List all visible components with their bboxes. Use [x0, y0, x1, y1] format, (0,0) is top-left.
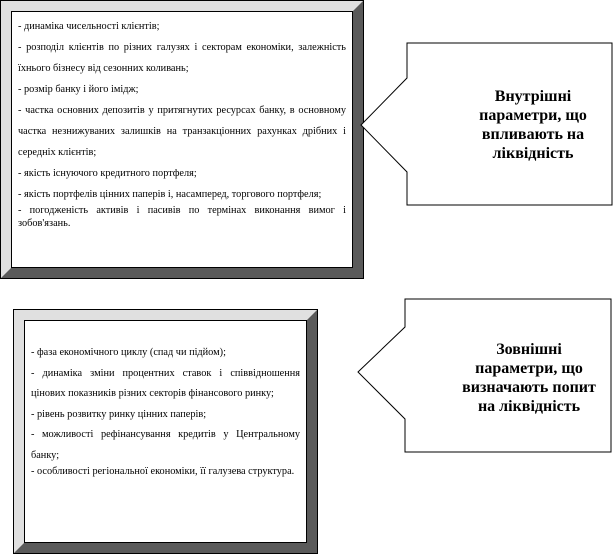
- external-item-2: - динаміка зміни процентних ставок і співвідношення цінових показників різних секторів фінансового ринку;: [31, 367, 300, 399]
- external-item-5: - особливості регіональної економіки, її галузева структура.: [31, 466, 295, 477]
- internal-parameters-label: Внутрішні параметри, що впливають на ліквідність: [479, 88, 587, 162]
- internal-item-7: - погодженість активів і пасивів по термінах виконання вимог і зобов'язань.: [18, 205, 346, 229]
- internal-item-1: - динаміка чисельності клієнтів;: [18, 21, 160, 32]
- external-item-3: - рівень розвитку ринку цінних паперів;: [31, 408, 207, 420]
- external-item-4: - можливості рефінансування кредитів у Центральному банку;: [31, 429, 300, 461]
- internal-item-2: - розподіл клієнтів по різних галузях і секторам економіки, залежність їхнього бізнесу від сезонних коливань;: [18, 42, 346, 74]
- internal-item-4: - частка основних депозитів у притягнутих ресурсах банку, в основному частка незнижуваних залишків на транзакціонних рахунках дрібних і середніх клієнтів;: [18, 105, 346, 158]
- internal-item-6: - якість портфелів цінних паперів і, насамперед, торгового портфеля;: [18, 189, 322, 200]
- external-parameters-label: Зовнішні параметри, що визначають попит на ліквідність: [462, 340, 596, 415]
- internal-item-5: - якість існуючого кредитного портфеля;: [18, 168, 197, 179]
- internal-item-3: - розмір банку і його імідж;: [18, 84, 139, 95]
- external-item-1: - фаза економічного циклу (спад чи підйом);: [31, 347, 226, 358]
